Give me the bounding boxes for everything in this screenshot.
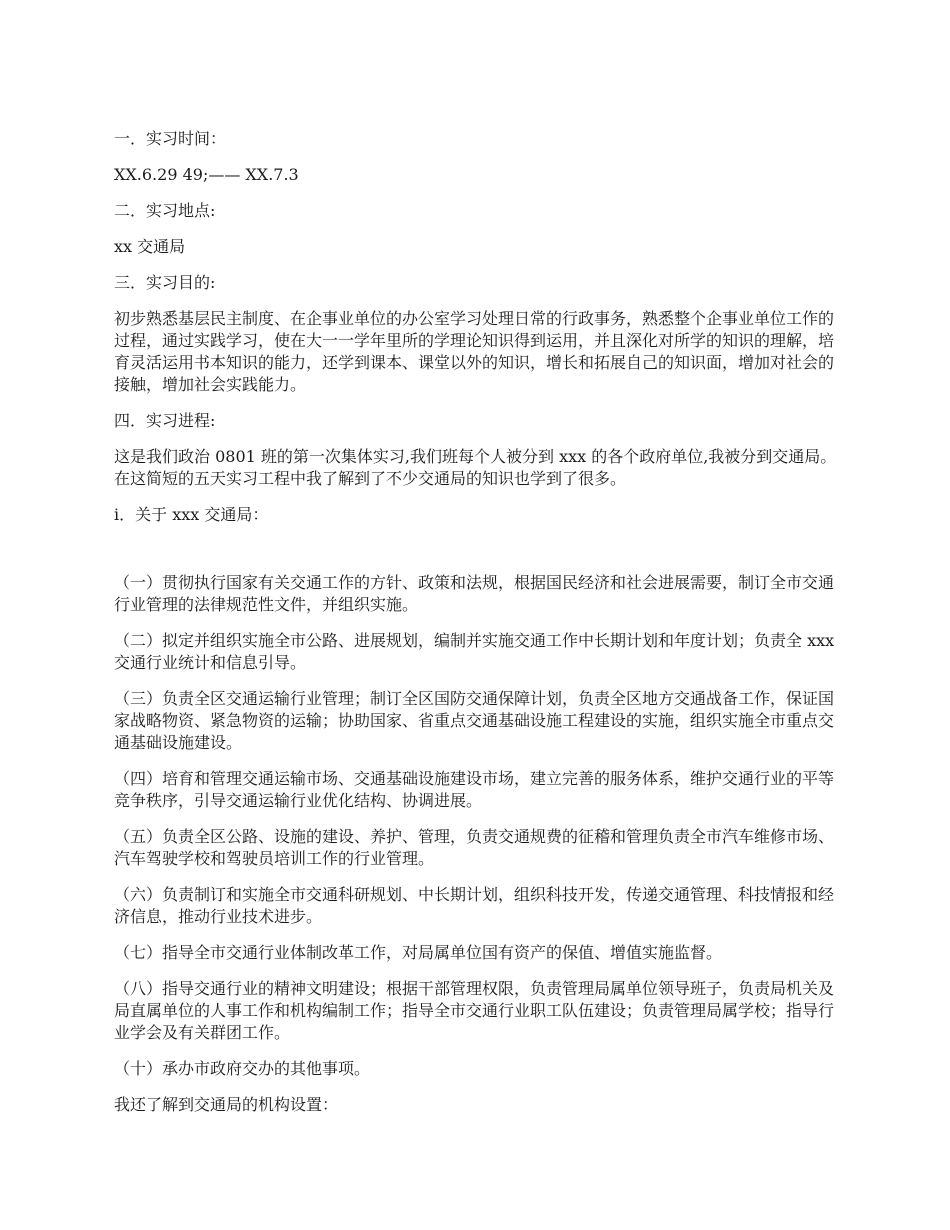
- duty-item-1: （一）贯彻执行国家有关交通工作的方针、政策和法规，根据国民经济和社会进展需要，制订全市交通行业管理的法律规范性文件，并组织实施。: [114, 573, 835, 614]
- duty-item-3: （三）负责全区交通运输行业管理；制订全区国防交通保障计划，负责全区地方交通战备工作，保证国家战略物资、紧急物资的运输；协助国家、省重点交通基础设施工程建设的实施，组织实施全市重点交通基础设施建设。: [114, 689, 835, 752]
- section-heading-purpose: 三．实习目的:: [114, 273, 216, 292]
- duty-item-2: （二）拟定并组织实施全市公路、进展规划，编制并实施交通工作中长期计划和年度计划；负责全 xxx 交通行业统计和信息引导。: [114, 631, 835, 672]
- duty-item-10: （十）承办市政府交办的其他事项。: [114, 1059, 371, 1078]
- duty-item-5: （五）负责全区公路、设施的建设、养护、管理，负责交通规费的征稽和管理负责全市汽车维修市场、汽车驾驶学校和驾驶员培训工作的行业管理。: [114, 827, 835, 868]
- duty-item-7: （七）指导全市交通行业体制改革工作，对局属单位国有资产的保值、增值实施监督。: [114, 943, 723, 962]
- duty-item-8: （八）指导交通行业的精神文明建设；根据干部管理权限，负责管理局属单位领导班子，负责局机关及局直属单位的人事工作和机构编制工作；指导全市交通行业职工队伍建设；负责管理局属学校；指导行业学会及有关群团工作。: [114, 979, 835, 1042]
- duty-item-4: （四）培育和管理交通运输市场、交通基础设施建设市场，建立完善的服务体系，维护交通行业的平等竞争秩序，引导交通运输行业优化结构、协调进展。: [114, 769, 835, 810]
- section-heading-time: 一．实习时间：: [114, 129, 227, 148]
- closing-paragraph: 我还了解到交通局的机构设置：: [114, 1095, 339, 1114]
- purpose-paragraph: 初步熟悉基层民主制度、在企事业单位的办公室学习处理日常的行政事务，熟悉整个企事业单位工作的过程，通过实践学习，使在大一一学年里所的学理论知识得到运用，并且深化对所学的知识的理解，培育灵活运用书本知识的能力，还学到课本、课堂以外的知识，增长和拓展自己的知识面，增加对社会的接触，增加社会实践能力。: [114, 309, 835, 394]
- duty-item-6: （六）负责制订和实施全市交通科研规划、中长期计划，组织科技开发，传递交通管理、科技情报和经济信息，推动行业技术进步。: [114, 885, 835, 926]
- section-heading-location: 二．实习地点:: [114, 201, 216, 220]
- subsection-heading-bureau: i．关于 xxx 交通局：: [114, 505, 269, 524]
- progress-paragraph: 这是我们政治 0801 班的第一次集体实习,我们班每个人被分到 xxx 的各个政府单位,我被分到交通局。在这简短的五天实习工程中我了解到了不少交通局的知识也学到了很多。: [114, 447, 837, 488]
- section-heading-progress: 四．实习进程:: [114, 411, 216, 430]
- internship-dates: XX.6.29 49;—— XX.7.3: [114, 165, 299, 184]
- internship-location: xx 交通局: [114, 237, 186, 256]
